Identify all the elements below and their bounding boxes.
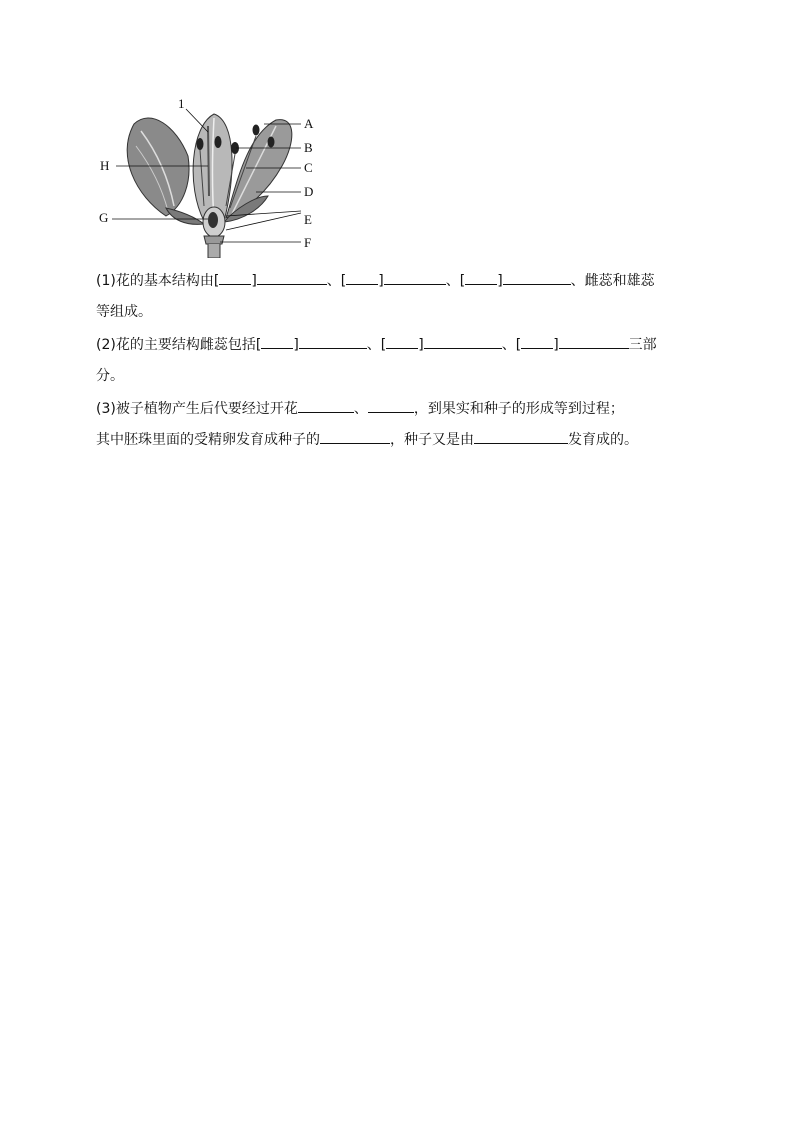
q2-prefix: (2)花的主要结构雌蕊包括 [96,337,256,353]
q2-bracket-2[interactable]: [ ] [381,337,424,353]
flower-illustration [96,96,326,258]
label-C: C [304,160,313,175]
q3-line2-c: 发育成的。 [568,432,638,448]
q1-blank-1[interactable] [257,270,327,285]
label-B: B [304,140,313,155]
q1-prefix: (1)花的基本结构由 [96,273,214,289]
label-F: F [304,235,312,250]
q2-sep-2: 、 [501,337,516,353]
q1-bracket-3[interactable]: [ ] [460,273,503,289]
q2-blank-1[interactable] [299,334,367,349]
label-1: 1 [178,96,185,111]
q1-bracket-2[interactable]: [ ] [341,273,384,289]
q3-blank-3[interactable] [320,429,390,444]
label-D: D [304,184,314,199]
question-2 [96,330,716,361]
q3-line2-b: ，种子又是由 [390,432,474,448]
q3-prefix: (3)被子植物产生后代要经过开花 [96,401,298,417]
q1-bracket-1[interactable]: [ ] [214,273,257,289]
q3-blank-4[interactable] [474,429,568,444]
question-3-line-2 [96,425,716,456]
label-E: E [304,212,312,227]
q3-blank-1[interactable] [298,398,354,413]
q3-sep-1: 、 [353,401,368,417]
q2-blank-3[interactable] [559,334,629,349]
question-2-line-2 [96,361,716,392]
q1-sep-1: 、 [326,273,341,289]
q3-mid: ，到果实和种子的形成等到过程； [413,401,624,417]
q2-suffix: 三部 [628,337,657,353]
question-1 [96,266,716,297]
q2-bracket-1[interactable]: [ ] [256,337,299,353]
q1-sep-2: 、 [445,273,460,289]
label-A: A [304,116,314,131]
q2-line2: 分。 [96,368,124,384]
question-3 [96,394,716,425]
q1-blank-2[interactable] [384,270,446,285]
q1-line2: 等组成。 [96,304,152,320]
question-1-line-2 [96,297,716,328]
q3-line2-a: 其中胚珠里面的受精卵发育成种子的 [96,432,320,448]
q2-bracket-3[interactable]: [ ] [516,337,559,353]
q1-blank-3[interactable] [503,270,571,285]
q3-blank-2[interactable] [368,398,414,413]
label-G: G [99,210,109,225]
q2-blank-2[interactable] [424,334,502,349]
q2-sep-1: 、 [366,337,381,353]
q1-suffix: 、雌蕊和雄蕊 [570,273,655,289]
label-H: H [100,158,110,173]
flower-structure-diagram [96,96,326,258]
